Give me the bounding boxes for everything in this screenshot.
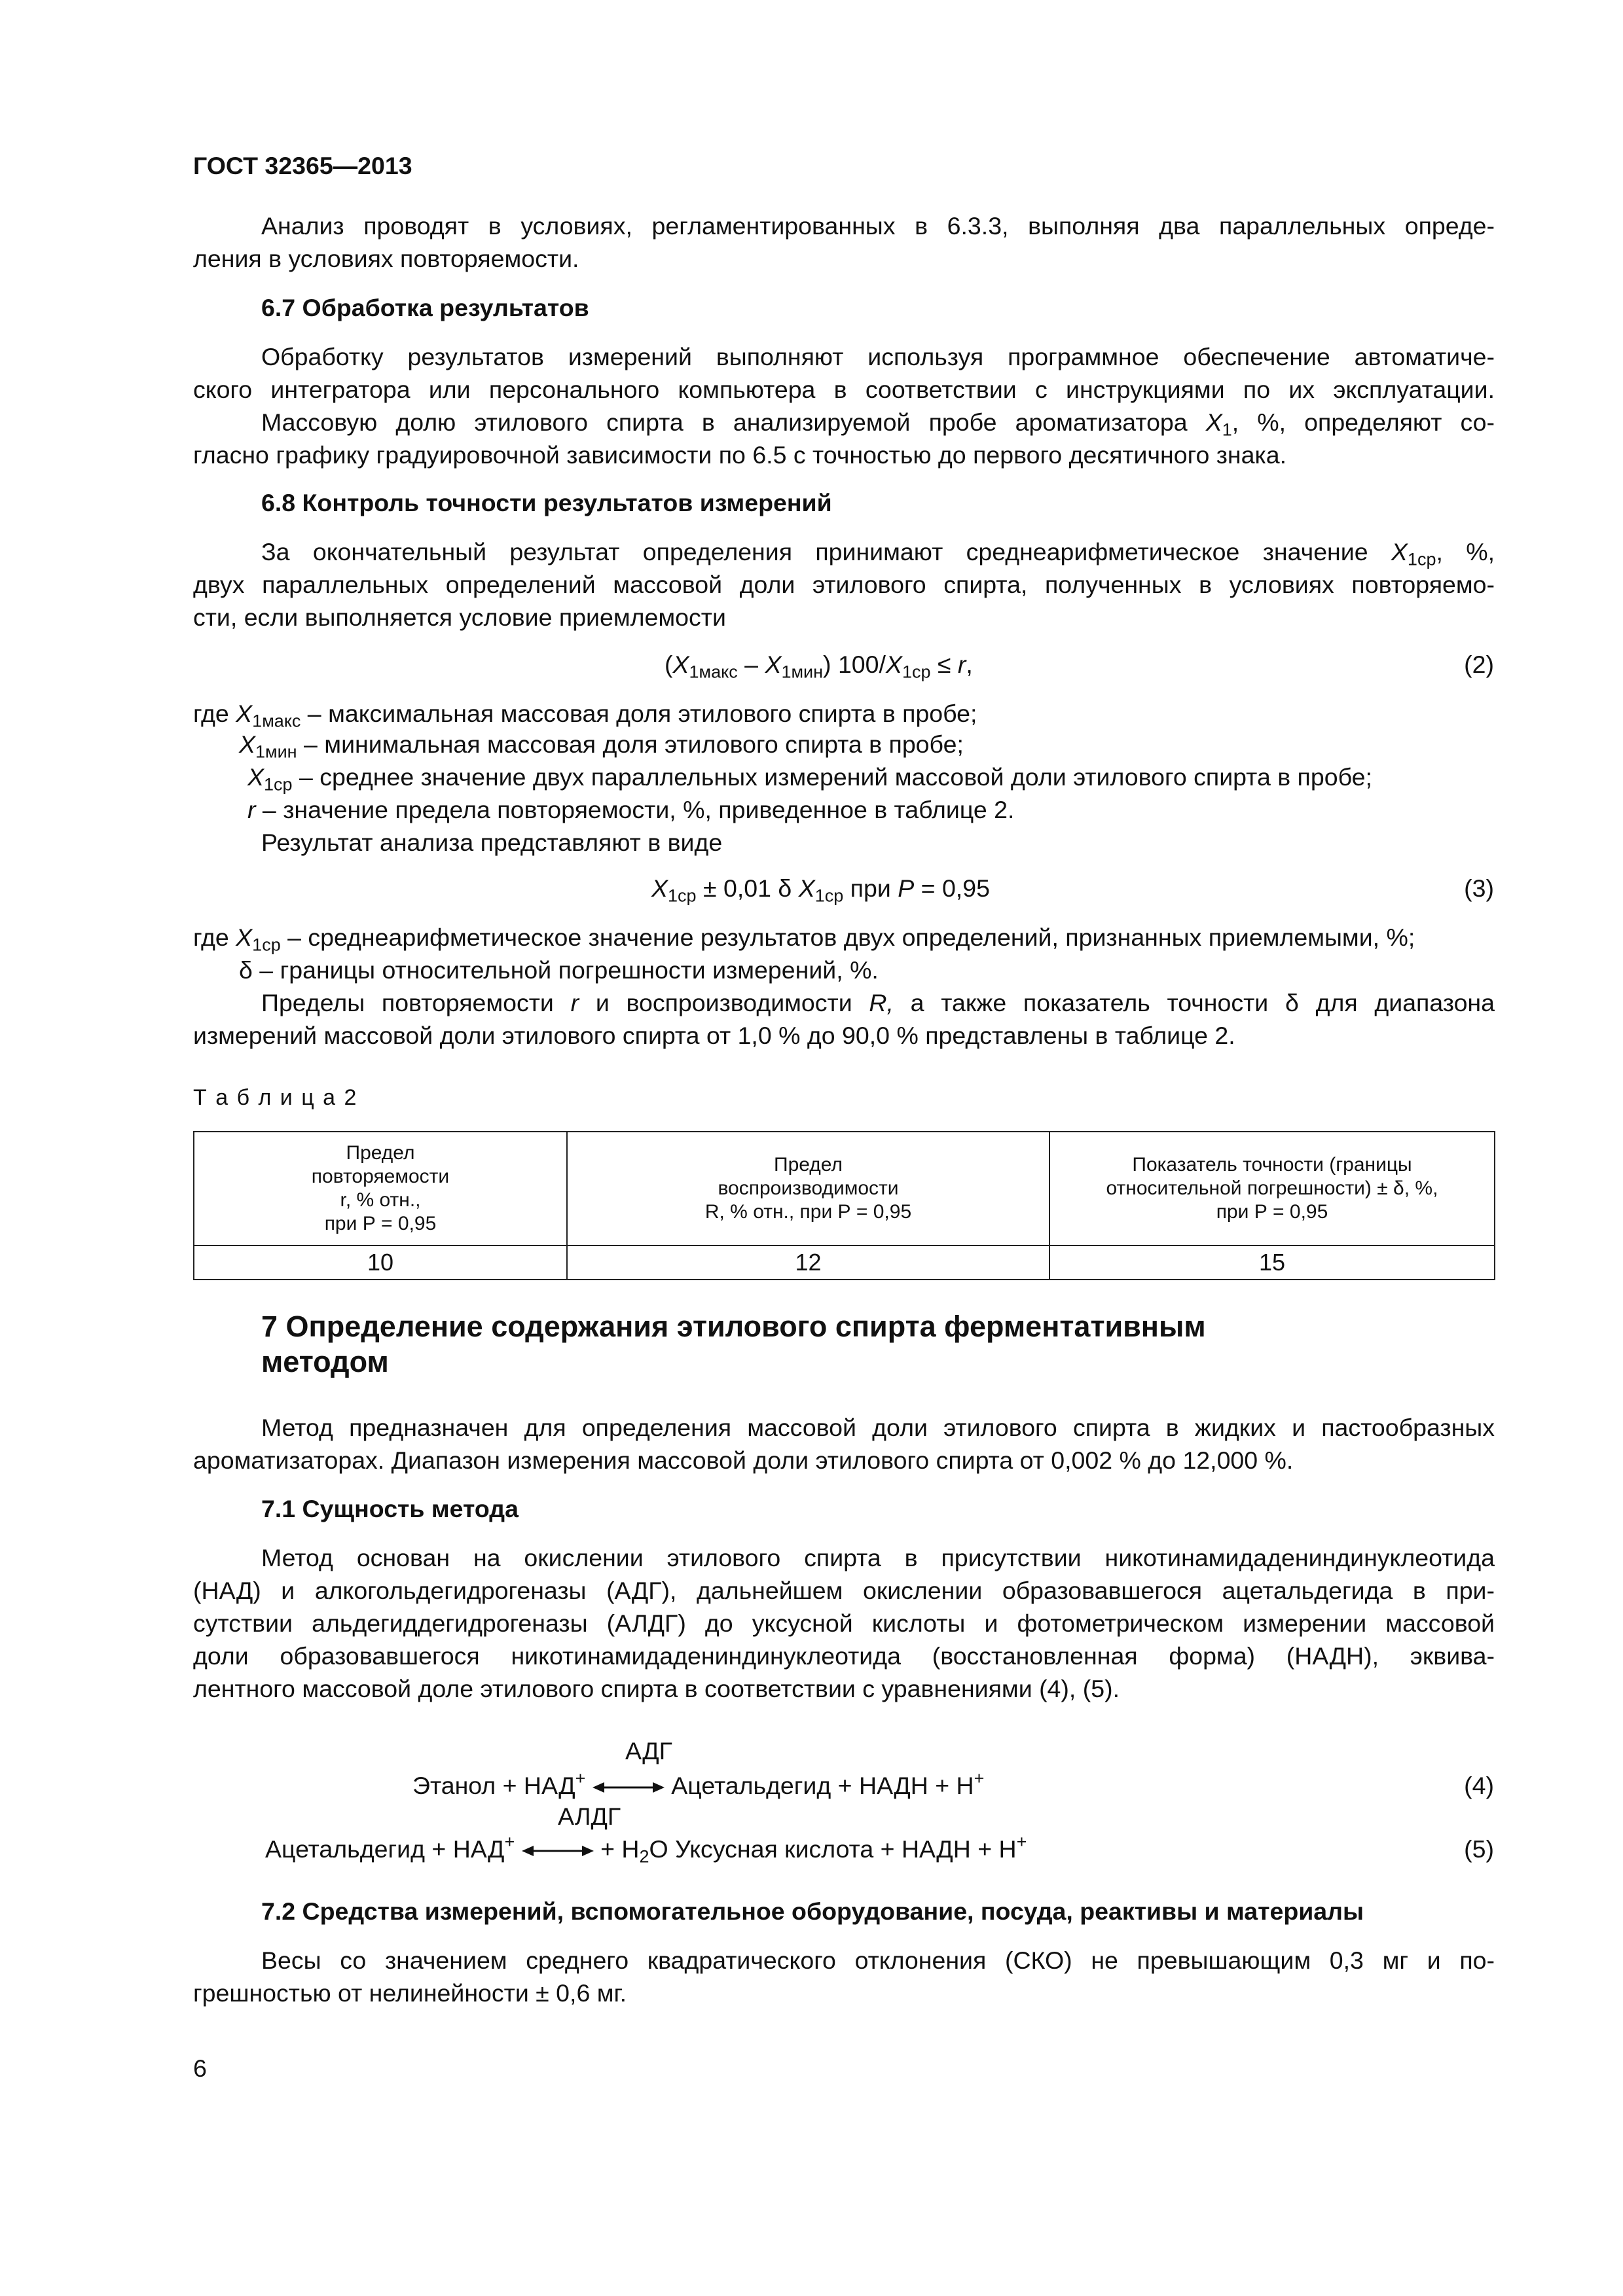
section-heading-7: 7 Определение содержания этилового спирта ферментативным xyxy=(261,1310,1206,1343)
double-arrow-icon xyxy=(593,1780,665,1795)
table-header-row xyxy=(194,1132,1495,1246)
definition-line: $X_{1мин}$ – минимальная массовая доля этилового спирта в пробе; xyxy=(239,730,964,762)
paragraph-line: измерений массовой доли этилового спирта от 1,0 % до 90,0 % представлены в таблице 2. xyxy=(193,1022,1235,1049)
table-row xyxy=(194,1246,1495,1280)
equation-5: Ацетальдегид + $НАД^+ + Н_2О$ Уксусная кислота + НАДН + Н+ xyxy=(265,1832,1027,1867)
document-header: ГОСТ 32365—2013 xyxy=(193,152,412,179)
paragraph-line: Весы со значением среднего квадратического отклонения (СКО) не превышающим 0,3 мг и по- xyxy=(261,1946,1495,1974)
definition-line: где $X_{1макс}$ – максимальная массовая доля этилового спирта в пробе; xyxy=(193,700,977,731)
paragraph-line: грешностью от нелинейности ± 0,6 мг. xyxy=(193,1979,627,2007)
equation-number: (4) xyxy=(1464,1772,1494,1799)
table-2 xyxy=(193,1131,1495,1280)
header-text: при Р = 0,95 xyxy=(324,1213,437,1234)
section-heading-7-cont: методом xyxy=(261,1345,389,1378)
definition-line: δ – границы относительной погрешности измерений, %. xyxy=(239,956,879,984)
equation-number: (2) xyxy=(1464,651,1494,678)
section-heading-6-7: 6.7 Обработка результатов xyxy=(261,294,589,321)
paragraph-line: (НАД) и алкогольдегидрогеназы (АДГ), дальнейшем окислении образовавшегося ацетальдегида в при- xyxy=(193,1577,1495,1604)
definition-line: где $X_{1ср}$ – среднеарифметическое значение результатов двух определений, признанных приемлемыми, %; xyxy=(193,924,1415,955)
header-text: Показатель точности (границы xyxy=(1132,1154,1412,1175)
paragraph-line: доли образовавшегося никотинамидадениндинуклеотида (восстановленная форма) (НАДН), эквива- xyxy=(193,1642,1495,1670)
section-heading-7-1: 7.1 Сущность метода xyxy=(261,1495,519,1522)
paragraph-line: сти, если выполняется условие приемлемости xyxy=(193,603,726,631)
table-caption: Т а б л и ц а 2 xyxy=(193,1085,358,1110)
header-text: повторяемости xyxy=(311,1166,450,1187)
table-header-cell xyxy=(194,1132,567,1246)
header-text: воспроизводимости xyxy=(718,1177,899,1199)
equation-4: Этанол + НАД+ Ацетальдегид + НАДН + Н+ xyxy=(412,1768,985,1799)
equation-3: $X_{1ср} \pm 0,01$ δ $X_{1ср}$ при P = 0,95 xyxy=(651,874,990,906)
paragraph-line: Массовую долю этилового спирта в анализируемой пробе ароматизатора $X_1$, %, определяют со- xyxy=(261,408,1495,440)
equation-number: (5) xyxy=(1464,1835,1494,1863)
header-text: при Р = 0,95 xyxy=(1216,1201,1328,1223)
equation-number: (3) xyxy=(1464,874,1494,902)
paragraph-line: Анализ проводят в условиях, регламентированных в 6.3.3, выполняя два параллельных опреде- xyxy=(261,212,1495,240)
header-text: r, % отн., xyxy=(340,1189,421,1211)
double-arrow-icon xyxy=(522,1844,594,1858)
table-cell: 10 xyxy=(194,1246,567,1280)
header-text: R, % отн., при Р = 0,95 xyxy=(704,1201,912,1223)
page-number: 6 xyxy=(193,2054,207,2082)
paragraph-line: Пределы повторяемости r и воспроизводимости R, а также показатель точности δ для диапазона xyxy=(261,989,1495,1016)
section-heading-6-8: 6.8 Контроль точности результатов измерений xyxy=(261,489,832,516)
table-cell: 15 xyxy=(1049,1246,1495,1280)
table-cell: 12 xyxy=(567,1246,1049,1280)
equation-2: $(X_{1макс} - X_{1мин}) 100/X_{1ср} \le r$, xyxy=(665,651,973,682)
paragraph-line: Обработку результатов измерений выполняют используя программное обеспечение автоматиче- xyxy=(261,343,1495,370)
paragraph-line: Результат анализа представляют в виде xyxy=(261,829,723,856)
paragraph-line: Метод основан на окислении этилового спирта в присутствии никотинамидадениндинуклеотида xyxy=(261,1544,1495,1571)
definition-line: r – значение предела повторяемости, %, приведенное в таблице 2. xyxy=(247,796,1015,823)
table-header-cell xyxy=(1049,1132,1495,1246)
definition-line: $X_{1ср}$ – среднее значение двух параллельных измерений массовой доли этилового спирта в пробе; xyxy=(247,763,1372,795)
table-header-cell xyxy=(567,1132,1049,1246)
paragraph-line: двух параллельных определений массовой доли этилового спирта, полученных в условиях повторяемо- xyxy=(193,571,1495,598)
header-text: Предел xyxy=(346,1142,415,1164)
enzyme-label-adg: АДГ xyxy=(625,1737,672,1765)
header-text: относительной погрешности) ± δ, %, xyxy=(1106,1177,1438,1199)
paragraph-line: гласно графику градуировочной зависимости по 6.5 с точностью до первого десятичного знака. xyxy=(193,441,1286,469)
paragraph-line: За окончательный результат определения принимают среднеарифметическое значение $X_{1ср}$, %, xyxy=(261,538,1495,569)
enzyme-label-aldg: АЛДГ xyxy=(558,1803,621,1830)
header-text: Предел xyxy=(774,1154,843,1175)
paragraph-line: сутствии альдегиддегидрогеназы (АЛДГ) до уксусной кислоты и фотометрическом измерении массовой xyxy=(193,1609,1495,1637)
paragraph-line: Метод предназначен для определения массовой доли этилового спирта в жидких и пастообразных xyxy=(261,1414,1495,1441)
paragraph-line: ского интегратора или персонального компьютера в соответствии с инструкциями по их эксплуатации. xyxy=(193,376,1495,403)
paragraph-line: ароматизаторах. Диапазон измерения массовой доли этилового спирта от 0,002 % до 12,000 %. xyxy=(193,1446,1294,1474)
section-heading-7-2: 7.2 Средства измерений, вспомогательное оборудование, посуда, реактивы и материалы xyxy=(261,1897,1364,1925)
paragraph-line: лентного массовой доле этилового спирта в соответствии с уравнениями (4), (5). xyxy=(193,1675,1120,1702)
paragraph-line: ления в условиях повторяемости. xyxy=(193,245,579,272)
